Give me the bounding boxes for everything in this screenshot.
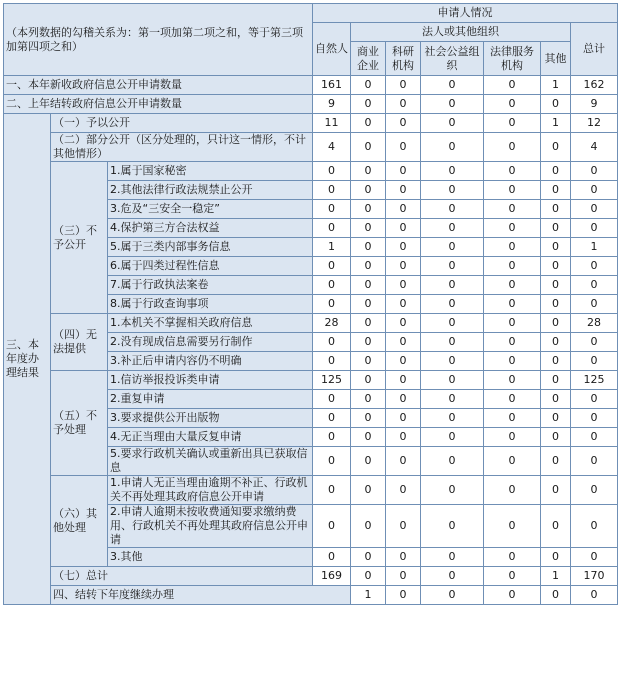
group-label: （四）无法提供 xyxy=(51,314,108,371)
row-label: 8.属于行政查询事项 xyxy=(108,295,313,314)
row-label: 7.属于行政执法案卷 xyxy=(108,276,313,295)
row-label: 4.无正当理由大量反复申请 xyxy=(108,428,313,447)
cell-value: 0 xyxy=(421,314,484,333)
cell-value: 0 xyxy=(351,447,386,476)
cell-value: 0 xyxy=(351,238,386,257)
cell-value: 0 xyxy=(484,76,541,95)
col-other: 其他 xyxy=(541,42,571,76)
cell-value: 0 xyxy=(313,162,351,181)
cell-value: 0 xyxy=(541,505,571,548)
cell-value: 0 xyxy=(484,314,541,333)
cell-value: 162 xyxy=(571,76,618,95)
cell-value: 0 xyxy=(386,133,421,162)
cell-value: 0 xyxy=(421,548,484,567)
cell-value: 0 xyxy=(421,390,484,409)
cell-value: 0 xyxy=(484,476,541,505)
cell-value: 0 xyxy=(313,295,351,314)
cell-value: 0 xyxy=(484,409,541,428)
cell-value: 0 xyxy=(571,257,618,276)
cell-value: 0 xyxy=(313,200,351,219)
cell-value: 0 xyxy=(313,390,351,409)
group-label: （五）不予处理 xyxy=(51,371,108,476)
cell-value: 0 xyxy=(313,548,351,567)
cell-value: 0 xyxy=(351,295,386,314)
cell-value: 0 xyxy=(351,200,386,219)
total-header: 总计 xyxy=(571,23,618,76)
cell-value: 0 xyxy=(421,447,484,476)
row-label: 3.其他 xyxy=(108,548,313,567)
cell-value: 0 xyxy=(541,200,571,219)
cell-value: 1 xyxy=(541,114,571,133)
row-label: （二）部分公开（区分处理的，只计这一情形，不计其他情形） xyxy=(51,133,313,162)
cell-value: 0 xyxy=(386,352,421,371)
cell-value: 0 xyxy=(386,95,421,114)
cell-value: 0 xyxy=(571,428,618,447)
row-label: 4.保护第三方合法权益 xyxy=(108,219,313,238)
cell-value: 1 xyxy=(541,567,571,586)
cell-value: 0 xyxy=(484,276,541,295)
group-label: （六）其他处理 xyxy=(51,476,108,567)
table-row xyxy=(4,114,618,133)
cell-value: 0 xyxy=(541,409,571,428)
cell-value: 0 xyxy=(421,333,484,352)
table-row xyxy=(4,133,618,162)
cell-value: 11 xyxy=(313,114,351,133)
col-research: 科研机构 xyxy=(386,42,421,76)
cell-value: 0 xyxy=(571,295,618,314)
cell-value: 0 xyxy=(484,133,541,162)
table-row xyxy=(4,586,618,605)
cell-value: 0 xyxy=(484,238,541,257)
table-row xyxy=(4,95,618,114)
cell-value: 0 xyxy=(351,428,386,447)
cell-value: 0 xyxy=(313,352,351,371)
cell-value: 0 xyxy=(421,371,484,390)
cell-value: 0 xyxy=(421,200,484,219)
row-label: 3.补正后申请内容仍不明确 xyxy=(108,352,313,371)
cell-value: 0 xyxy=(484,181,541,200)
applicant-header: 申请人情况 xyxy=(313,4,618,23)
cell-value: 0 xyxy=(421,76,484,95)
cell-value: 0 xyxy=(571,548,618,567)
cell-value: 0 xyxy=(386,371,421,390)
cell-value: 0 xyxy=(386,238,421,257)
cell-value: 0 xyxy=(421,409,484,428)
cell-value: 0 xyxy=(484,200,541,219)
cell-value: 4 xyxy=(313,133,351,162)
group-label: （三）不予公开 xyxy=(51,162,108,314)
cell-value: 0 xyxy=(484,352,541,371)
row-label: 5.属于三类内部事务信息 xyxy=(108,238,313,257)
cell-value: 0 xyxy=(541,333,571,352)
cell-value: 0 xyxy=(421,352,484,371)
cell-value: 0 xyxy=(351,219,386,238)
cell-value: 0 xyxy=(351,505,386,548)
cell-value: 0 xyxy=(571,409,618,428)
cell-value: 0 xyxy=(571,505,618,548)
row-label: 1.属于国家秘密 xyxy=(108,162,313,181)
cell-value: 0 xyxy=(484,371,541,390)
cell-value: 28 xyxy=(571,314,618,333)
cell-value: 1 xyxy=(541,76,571,95)
cell-value: 0 xyxy=(421,219,484,238)
row-label: 2.重复申请 xyxy=(108,390,313,409)
cell-value: 0 xyxy=(541,181,571,200)
cell-value: 12 xyxy=(571,114,618,133)
statistics-table xyxy=(3,3,618,605)
table-row xyxy=(4,371,618,390)
row-label: 2.没有现成信息需要另行制作 xyxy=(108,333,313,352)
cell-value: 0 xyxy=(421,238,484,257)
cell-value: 125 xyxy=(571,371,618,390)
cell-value: 0 xyxy=(313,447,351,476)
cell-value: 0 xyxy=(351,95,386,114)
cell-value: 0 xyxy=(421,505,484,548)
cell-value: 0 xyxy=(484,162,541,181)
cell-value: 0 xyxy=(351,133,386,162)
cell-value: 4 xyxy=(571,133,618,162)
cell-value: 1 xyxy=(313,238,351,257)
cell-value: 0 xyxy=(313,333,351,352)
table-row xyxy=(4,76,618,95)
cell-value: 0 xyxy=(421,162,484,181)
cell-value: 0 xyxy=(351,114,386,133)
cell-value: 0 xyxy=(571,476,618,505)
cell-value: 9 xyxy=(571,95,618,114)
row-label: 二、上年结转政府信息公开申请数量 xyxy=(4,95,313,114)
cell-value: 0 xyxy=(351,276,386,295)
cell-value: 0 xyxy=(351,548,386,567)
row-label: （一）予以公开 xyxy=(51,114,313,133)
cell-value: 0 xyxy=(484,567,541,586)
cell-value: 0 xyxy=(541,133,571,162)
cell-value: 0 xyxy=(421,295,484,314)
cell-value: 0 xyxy=(571,162,618,181)
cell-value: 0 xyxy=(386,409,421,428)
cell-value: 0 xyxy=(541,162,571,181)
cell-value: 0 xyxy=(571,333,618,352)
cell-value: 0 xyxy=(313,181,351,200)
cell-value: 0 xyxy=(571,352,618,371)
row-label: 1.信访举报投诉类申请 xyxy=(108,371,313,390)
cell-value: 0 xyxy=(386,428,421,447)
cell-value: 0 xyxy=(421,428,484,447)
cell-value: 0 xyxy=(541,586,571,605)
cell-value: 0 xyxy=(386,476,421,505)
cell-value: 0 xyxy=(386,114,421,133)
col-commercial: 商业企业 xyxy=(351,42,386,76)
table-row xyxy=(4,162,618,181)
cell-value: 0 xyxy=(313,409,351,428)
cell-value: 0 xyxy=(541,314,571,333)
cell-value: 169 xyxy=(313,567,351,586)
cell-value: 0 xyxy=(541,257,571,276)
cell-value: 0 xyxy=(541,352,571,371)
cell-value: 0 xyxy=(351,390,386,409)
cell-value: 0 xyxy=(386,76,421,95)
cell-value: 0 xyxy=(351,333,386,352)
cell-value: 9 xyxy=(313,95,351,114)
cell-value: 0 xyxy=(484,586,541,605)
col-legal-service: 法律服务机构 xyxy=(484,42,541,76)
cell-value: 0 xyxy=(541,548,571,567)
cell-value: 0 xyxy=(386,181,421,200)
cell-value: 0 xyxy=(484,257,541,276)
legal-org-header: 法人或其他组织 xyxy=(351,23,571,42)
cell-value: 0 xyxy=(351,181,386,200)
cell-value: 0 xyxy=(541,219,571,238)
cell-value: 0 xyxy=(541,371,571,390)
cell-value: 0 xyxy=(421,257,484,276)
cell-value: 0 xyxy=(386,586,421,605)
cell-value: 1 xyxy=(351,586,386,605)
cell-value: 170 xyxy=(571,567,618,586)
cell-value: 0 xyxy=(386,295,421,314)
cell-value: 0 xyxy=(351,409,386,428)
cell-value: 0 xyxy=(386,567,421,586)
cell-value: 0 xyxy=(386,162,421,181)
cell-value: 0 xyxy=(313,505,351,548)
cell-value: 0 xyxy=(571,447,618,476)
cell-value: 0 xyxy=(571,586,618,605)
cell-value: 0 xyxy=(351,371,386,390)
cell-value: 0 xyxy=(484,295,541,314)
cell-value: 0 xyxy=(421,133,484,162)
cell-value: 0 xyxy=(541,295,571,314)
row-label: 四、结转下年度继续办理 xyxy=(51,586,351,605)
row-label: 1.本机关不掌握相关政府信息 xyxy=(108,314,313,333)
note-cell: （本列数据的勾稽关系为：第一项加第二项之和，等于第三项加第四项之和） xyxy=(4,4,313,76)
col-public-welfare: 社会公益组织 xyxy=(421,42,484,76)
cell-value: 0 xyxy=(571,200,618,219)
cell-value: 0 xyxy=(386,390,421,409)
cell-value: 125 xyxy=(313,371,351,390)
cell-value: 0 xyxy=(386,276,421,295)
cell-value: 0 xyxy=(571,276,618,295)
row-label: 3.要求提供公开出版物 xyxy=(108,409,313,428)
cell-value: 1 xyxy=(571,238,618,257)
cell-value: 0 xyxy=(421,114,484,133)
row-label: 5.要求行政机关确认或重新出具已获取信息 xyxy=(108,447,313,476)
cell-value: 0 xyxy=(484,447,541,476)
cell-value: 28 xyxy=(313,314,351,333)
row-label: 一、本年新收政府信息公开申请数量 xyxy=(4,76,313,95)
cell-value: 0 xyxy=(484,428,541,447)
cell-value: 0 xyxy=(571,219,618,238)
cell-value: 0 xyxy=(484,219,541,238)
cell-value: 0 xyxy=(484,505,541,548)
cell-value: 0 xyxy=(421,586,484,605)
cell-value: 0 xyxy=(351,476,386,505)
cell-value: 0 xyxy=(386,548,421,567)
cell-value: 0 xyxy=(313,476,351,505)
cell-value: 0 xyxy=(386,257,421,276)
cell-value: 0 xyxy=(541,476,571,505)
natural-person-header: 自然人 xyxy=(313,23,351,76)
cell-value: 0 xyxy=(313,428,351,447)
row-label: 2.申请人逾期未按收费通知要求缴纳费用、行政机关不再处理其政府信息公开申请 xyxy=(108,505,313,548)
cell-value: 0 xyxy=(541,447,571,476)
cell-value: 0 xyxy=(484,95,541,114)
cell-value: 0 xyxy=(421,476,484,505)
cell-value: 0 xyxy=(386,219,421,238)
cell-value: 161 xyxy=(313,76,351,95)
row-label: 1.申请人无正当理由逾期不补正、行政机关不再处理其政府信息公开申请 xyxy=(108,476,313,505)
cell-value: 0 xyxy=(421,95,484,114)
row-label: 2.其他法律行政法规禁止公开 xyxy=(108,181,313,200)
cell-value: 0 xyxy=(386,505,421,548)
row-label: （七）总计 xyxy=(51,567,313,586)
cell-value: 0 xyxy=(351,567,386,586)
row-label: 6.属于四类过程性信息 xyxy=(108,257,313,276)
cell-value: 0 xyxy=(541,276,571,295)
cell-value: 0 xyxy=(541,390,571,409)
cell-value: 0 xyxy=(421,567,484,586)
cell-value: 0 xyxy=(421,276,484,295)
cell-value: 0 xyxy=(421,181,484,200)
cell-value: 0 xyxy=(386,200,421,219)
cell-value: 0 xyxy=(484,114,541,133)
cell-value: 0 xyxy=(386,333,421,352)
table-row xyxy=(4,476,618,505)
cell-value: 0 xyxy=(351,162,386,181)
cell-value: 0 xyxy=(571,181,618,200)
cell-value: 0 xyxy=(386,447,421,476)
cell-value: 0 xyxy=(484,390,541,409)
table-row xyxy=(4,567,618,586)
cell-value: 0 xyxy=(541,428,571,447)
cell-value: 0 xyxy=(351,352,386,371)
cell-value: 0 xyxy=(313,219,351,238)
cell-value: 0 xyxy=(571,390,618,409)
cell-value: 0 xyxy=(351,314,386,333)
cell-value: 0 xyxy=(351,76,386,95)
row-label: 3.危及“三安全一稳定” xyxy=(108,200,313,219)
cell-value: 0 xyxy=(313,257,351,276)
cell-value: 0 xyxy=(313,276,351,295)
cell-value: 0 xyxy=(351,257,386,276)
cell-value: 0 xyxy=(541,238,571,257)
table-row xyxy=(4,314,618,333)
cell-value: 0 xyxy=(386,314,421,333)
cell-value: 0 xyxy=(484,333,541,352)
cell-value: 0 xyxy=(541,95,571,114)
cell-value: 0 xyxy=(484,548,541,567)
section3-label: 三、本年度办理结果 xyxy=(4,114,51,605)
